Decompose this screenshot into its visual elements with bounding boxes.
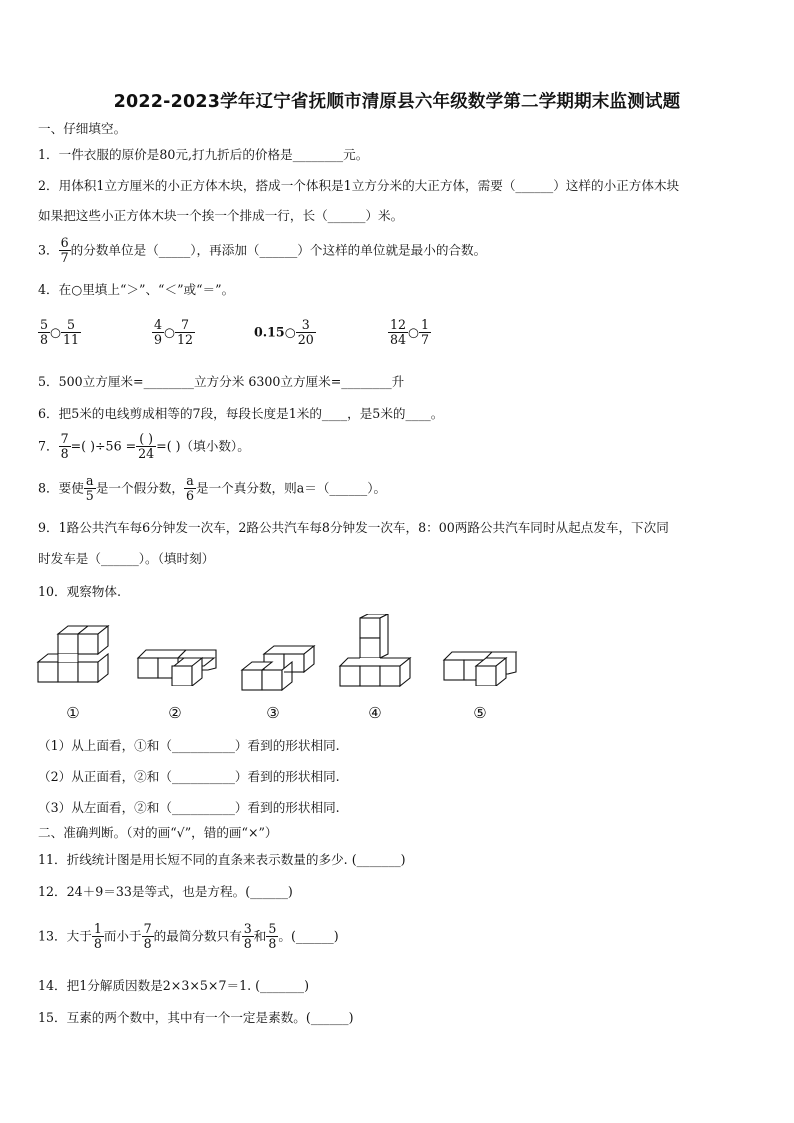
compare-circle[interactable]: ○ xyxy=(408,324,420,340)
figure-label-3: ③ xyxy=(266,704,280,722)
cube-figure-1 xyxy=(36,614,112,686)
question-9-line-1: 9．1路公共汽车每6分钟发一次车，2路公共汽车每8分钟发一次车，8：00两路公共汽车同时从起点发车，下次同 xyxy=(38,520,669,535)
question-6: 6．把5米的电线剪成相等的7段，每段长度是1米的____，是5米的____。 xyxy=(38,406,444,421)
question-3-number: 3． xyxy=(38,242,59,258)
question-12: 12．24＋9＝33是等式，也是方程。(______) xyxy=(38,884,293,899)
figure-label-1: ① xyxy=(66,704,80,722)
fraction-6-7: $\frac{6}{7}$ xyxy=(60,235,69,266)
compare-circle[interactable]: ○ xyxy=(164,324,176,340)
question-9-line-2: 时发车是（______）。（填时刻） xyxy=(38,551,215,566)
question-10: 10．观察物体. xyxy=(38,584,121,599)
cube-figure-4 xyxy=(338,614,414,688)
question-8: 8．要使 $\frac{a}{5}$ 是一个假分数， $\frac{a}{6}$ 是一个真分数，则a＝（______）。 xyxy=(38,473,387,504)
question-7: 7． $\frac{7}{8}$ =( )÷56 = $\frac{( )}{24}$ =( )（填小数）。 xyxy=(38,431,250,462)
page-title: 2022-2023学年辽宁省抚顺市清原县六年级数学第二学期期末监测试题 xyxy=(113,92,681,112)
question-3-text: 的分数单位是（_____），再添加（______）个这样的单位就是最小的合数。 xyxy=(70,242,487,258)
question-5: 5．500立方厘米=________立方分米 6300立方厘米=________升 xyxy=(38,374,405,389)
question-15: 15．互素的两个数中，其中有一个一定是素数。(______) xyxy=(38,1010,354,1025)
question-2-line-1: 2．用体积1立方厘米的小正方体木块，搭成一个体积是1立方分米的大正方体，需要（______）这样的小正方体木块 xyxy=(38,178,680,193)
question-2-line-2: 如果把这些小正方体木块一个挨一个排成一行，长（______）米。 xyxy=(38,208,404,223)
question-10-sub-2: （2）从正面看，②和（__________）看到的形状相同. xyxy=(38,769,340,784)
compare-circle[interactable]: ○ xyxy=(50,324,62,340)
question-13: 13．大于 $\frac{1}{8}$ 而小于 $\frac{7}{8}$ 的最简分数只有 $\frac{3}{8}$ 和 $\frac{5}{8}$ 。(______) xyxy=(38,921,339,952)
question-11: 11．折线统计图是用长短不同的直条来表示数量的多少. (_______) xyxy=(38,852,406,867)
cube-figure-2 xyxy=(136,614,218,686)
figure-label-2: ② xyxy=(168,704,182,722)
question-14: 14．把1分解质因数是2×3×5×7＝1. (_______) xyxy=(38,978,310,993)
question-3 xyxy=(38,236,486,266)
figure-label-5: ⑤ xyxy=(473,704,487,722)
section-1-heading: 一、仔细填空。 xyxy=(38,121,127,136)
compare-circle[interactable]: ○ xyxy=(284,324,296,340)
figure-label-4: ④ xyxy=(368,704,382,722)
question-10-sub-1: （1）从上面看，①和（__________）看到的形状相同. xyxy=(38,738,340,753)
section-2-heading: 二、准确判断。（对的画“√”，错的画“×”） xyxy=(38,825,278,840)
cube-figure-3 xyxy=(238,614,320,694)
compare-item-4: $\frac{12}{84}$ ○ $\frac{1}{7}$ xyxy=(390,317,430,348)
question-4: 4．在○里填上“＞”、“＜”或“＝”。 xyxy=(38,282,235,297)
compare-item-2: $\frac{4}{9}$ ○ $\frac{7}{12}$ xyxy=(154,317,194,348)
compare-item-3: 0.15○ $\frac{3}{20}$ xyxy=(254,317,314,348)
question-10-sub-3: （3）从左面看，②和（__________）看到的形状相同. xyxy=(38,800,340,815)
cube-stack xyxy=(38,626,108,682)
question-1: 1．一件衣服的原价是80元,打九折后的价格是________元。 xyxy=(38,147,369,162)
compare-item-1: $\frac{5}{8}$ ○ $\frac{5}{11}$ xyxy=(40,317,80,348)
cube-figure-5 xyxy=(440,614,520,686)
